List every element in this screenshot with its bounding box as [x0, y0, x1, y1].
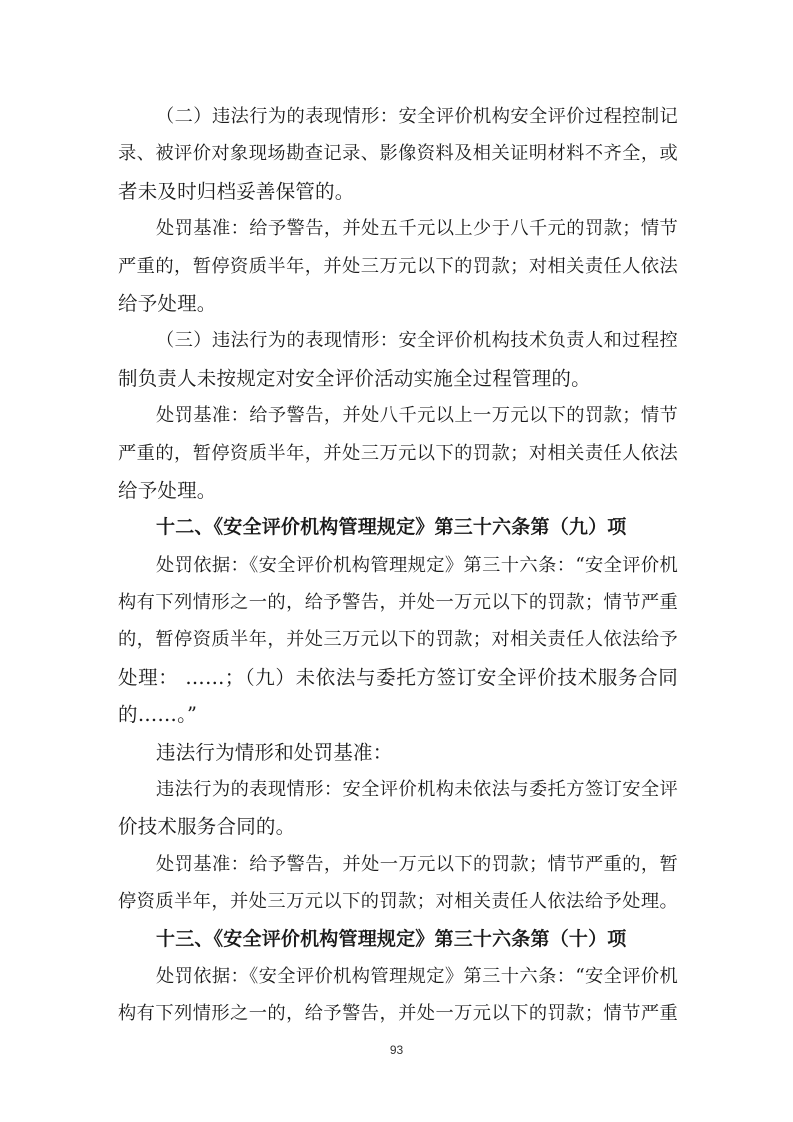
text-line: 违法行为情形和处罚基准：	[156, 740, 393, 764]
text-line: （二）违法行为的表现情形：安全评价机构安全评价过程控制记	[156, 106, 678, 127]
text-line: 处罚基准：给予警告，并处五千元以上少于八千元的罚款；情节	[156, 218, 678, 240]
text-line: 者未及时归档妥善保管的。	[118, 179, 355, 203]
text-line: 停资质半年，并处三万元以下的罚款；对相关责任人依法给予处理。	[118, 891, 678, 913]
text-line: 违法行为的表现情形：安全评价机构未依法与委托方签订安全评	[156, 779, 678, 801]
text-line: 处罚依据：《安全评价机构管理规定》第三十六条：“安全评价机	[156, 965, 678, 987]
page-number: 93	[389, 1043, 404, 1057]
section-heading: 十三、《安全评价机构管理规定》第三十六条第（十）项	[156, 927, 627, 950]
text-line: 构有下列情形之一的，给予警告，并处一万元以下的罚款；情节严重	[118, 1003, 678, 1025]
text-line: 处罚基准：给予警告，并处八千元以上一万元以下的罚款；情节	[156, 405, 678, 427]
text-line: 构有下列情形之一的，给予警告，并处一万元以下的罚款；情节严重	[118, 592, 678, 614]
text-line: （三）违法行为的表现情形：安全评价机构技术负责人和过程控	[156, 330, 678, 352]
text-line: 制负责人未按规定对安全评价活动实施全过程管理的。	[118, 366, 591, 390]
text-line: 严重的，暂停资质半年，并处三万元以下的罚款；对相关责任人依法	[118, 255, 678, 277]
text-line: 价技术服务合同的。	[118, 815, 296, 839]
text-line: 给予处理。	[118, 478, 217, 502]
text-line: 处理： ……；（九）未依法与委托方签订安全评价技术服务合同	[118, 665, 678, 689]
section-heading: 十二、《安全评价机构管理规定》第三十六条第（九）项	[156, 516, 627, 539]
text-line: 处罚依据：《安全评价机构管理规定》第三十六条：“安全评价机	[156, 554, 678, 576]
text-line: 的，暂停资质半年，并处三万元以下的罚款；对相关责任人依法给予	[118, 629, 678, 651]
text-line: 给予处理。	[118, 291, 217, 315]
text-line: 严重的，暂停资质半年，并处三万元以下的罚款；对相关责任人依法	[118, 442, 678, 464]
document-body	[118, 98, 678, 1033]
text-line: 处罚基准：给予警告，并处一万元以下的罚款；情节严重的，暂	[156, 853, 678, 875]
text-line: 的……。”	[118, 703, 198, 727]
text-line: 录、被评价对象现场勘查记录、影像资料及相关证明材料不齐全，或	[118, 143, 678, 165]
